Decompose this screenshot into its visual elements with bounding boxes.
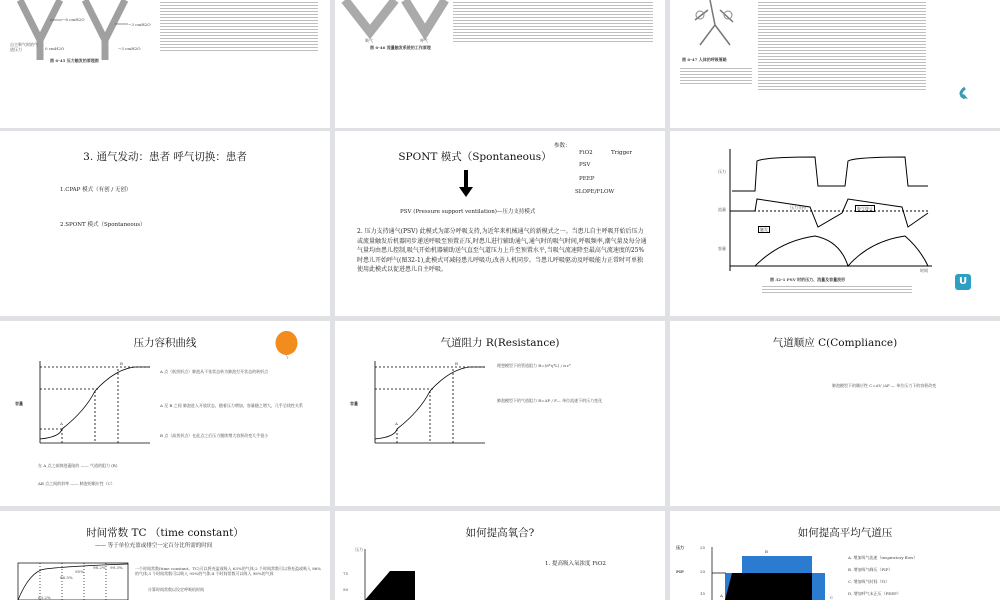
tag: 吸气终止 [857,206,873,211]
note: A 至 B 之间 肺泡进入开放状态，随着压力增加，容量随之增大，几乎呈线性关系 [160,403,303,408]
y-axis-label: 压力 [676,545,684,550]
list-item: C. 增加吸气时间（Ti） [848,579,890,584]
pv-curve-chart [335,321,665,506]
slide-8[interactable] [335,321,665,506]
slide-5[interactable] [335,131,665,316]
text-block [680,66,752,84]
list-item: D. 增加呼气末正压（PEEP） [848,591,901,596]
label: −3 cmH2O [118,46,141,51]
tag: 时间 [920,268,928,273]
y-tick: 15 [700,591,706,596]
slide-2[interactable] [335,0,665,128]
percent-label: 98.2% [93,565,106,570]
slide-title: 时间常数 TC （time constant） [86,527,244,539]
list-item: B. 增加吸气峰压（PIP） [848,567,893,572]
region-label: A [720,593,723,598]
slide-title: 气道阻力 R(Resistance) [440,337,560,349]
point-a: A [60,421,63,426]
list-item: 2.SPONT 模式（Spontaneous） [60,222,146,228]
figure-caption: 图 6-45 压力触发的原理图 [50,58,99,63]
y-tick: 20 [700,569,706,574]
pip-label: PIP [676,569,684,574]
y-axis-label: 容量 [350,401,358,406]
slide-title: 气道顺应 C(Compliance) [772,337,898,349]
slide-9[interactable] [670,321,1000,506]
formula: 肺泡模型下的顺应性 C=ΔV /ΔP — 单位压力下的容积改变 [832,383,937,388]
body-text: 2. 压力支持通气(PSV) 此模式为部分呼吸支持,为近年来机械通气的新模式之一。当患儿自主呼吸开始后压力或流量触发后机器同步递送呼吸至预置正压,时患儿进行辅助通气,通气时的吸气时间,呼吸频率,潮气量及每分通气量均由患儿控制,吸气开始机器辅助送气直至气道压力上升至预置水平,当吸气流速降至最高气流速度的25%时患儿开始呼气(图32-1),此模式可减轻患儿呼吸功,改善人机同步。当患儿呼吸驱动及呼吸能力正常时可单独使用此模式以促进患儿自主呼吸。 [357,228,647,273]
slide-title: SPONT 模式（Spontaneous） [398,151,552,163]
slide-3[interactable] [670,0,1000,128]
percent-label: 63.2% [38,595,51,600]
slide-title: 如何提高平均气道压 [797,527,893,539]
param-trigger: Trigger [611,150,632,156]
axis-label: 流量 [718,207,726,212]
slide-title: 如何提高氧合? [465,527,535,539]
pv-curve-chart [0,321,330,506]
note: B 点（高拐折点）在此点之后压力继续增大容积改变几乎很小 [160,433,269,438]
label: 呼气 [420,38,428,43]
formula: 肺泡模型下的气道阻力 R=ΔP / F— 单位流速下的压力变化 [497,398,603,403]
label: 吸气 [365,38,373,43]
list-item: 1.CPAP 模式（有创 / 无创） [60,187,132,193]
formula: 理想模型下的管道阻力 R=(8*η*L) / π r⁴ [497,363,571,368]
region-label: C [830,595,834,600]
oxygenation-chart [335,511,665,600]
footer-note: 在 A 点之前肺泡萎陷的 —— 气道的阻力 (R) [38,463,118,468]
axis-label: 压力 [718,169,726,174]
param-slope: SLOPE/FLOW [575,189,615,195]
text-block [762,284,912,294]
slide-6[interactable] [670,131,1000,316]
figure-caption: 图 32-1 PSV 时的压力、流量及容量波形 [770,277,846,282]
point-b: B [120,361,123,366]
slide-10[interactable] [0,511,330,600]
label: −3 cmH2O [128,22,151,27]
tag: 触发 [760,227,768,232]
percent-label: 99.3% [110,565,123,570]
slide-title: 压力容积曲线 [133,337,197,349]
down-arrow-icon [335,131,665,316]
slide-7[interactable] [0,321,330,506]
y-axis-label: 容量 [15,401,23,406]
list-item: 1. 提高吸入氧浓度 FiO2 [545,561,606,567]
figure-caption: 图 6-46 流量触发系统的工作原理 [370,45,431,50]
y-tick: 75 [343,571,349,576]
slide-1[interactable] [0,0,330,128]
label: 自主吸气时的气道压力 [10,42,38,52]
text-block [160,0,318,52]
param-psv: PSV [579,162,591,168]
list-item: A. 增加吸气流速（inspiratory flow） [848,555,918,560]
axis-label: 容量 [718,246,726,251]
y-tick: 50 [343,587,349,592]
param-peep: PEEP [579,176,595,182]
note: A 点（低拐折点）肺泡从不张状态转为肺泡打开状态的转折点 [160,369,269,374]
y-tick: 25 [700,545,706,550]
point-a: A [395,421,398,426]
note: 一个时间常数(time constant，TC)可以将充盈或吸入 63%的气体;2 个时间常数可以将充盈或吸入 86%的气体;3 个时间常数可以吸入 95%的气体;4 个时间常数可以吸入 98%的气体 [135,566,322,576]
slide-11[interactable] [335,511,665,600]
note: 计算时间常数以设定呼吸机时间 [148,587,204,592]
subtitle: —— 等于单位充盈或排空一定百分比所需的时间 [95,543,213,549]
slide-title: 3. 通气发动：患者 呼气切换：患者 [83,151,247,163]
footer-note: AB 点之间的斜率 —— 肺泡的顺应性（C） [38,481,115,486]
percent-label: 95% [75,569,84,574]
figure-caption: 图 6-47 人体的呼吸管路 [682,57,727,62]
params-label: 参数： [554,143,571,149]
mean-airway-pressure-chart [670,511,1000,600]
slide-12[interactable] [670,511,1000,600]
point-b: B [455,361,458,366]
region-label: B [765,549,768,554]
label: −8 cmH2O [62,17,85,22]
y-axis-label: 压力 [355,547,363,552]
tag: 压力支持 [790,205,806,210]
subtitle: PSV (Pressure support ventilation)—压力支持模式 [400,209,536,215]
percent-label: 86.5% [60,575,73,580]
param-fio2: FiO2 [579,150,593,156]
logo-icon: U [955,274,971,290]
slide-4[interactable] [0,131,330,316]
label: 0 cmH2O [45,46,65,51]
text-block [453,0,653,42]
text-block [758,0,926,92]
